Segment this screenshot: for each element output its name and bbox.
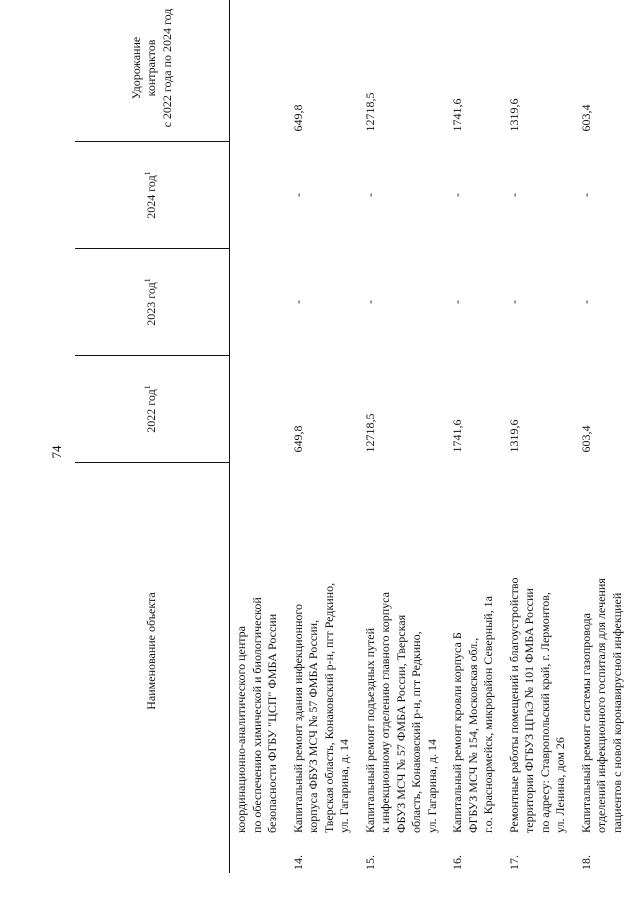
table-row	[503, 0, 575, 873]
object-name-cell	[287, 463, 359, 840]
header-number	[75, 839, 230, 873]
object-name-line: координационно-аналитического центра	[234, 626, 248, 833]
header-increase-line: Удорожание	[128, 36, 143, 100]
value-2022: 603,4	[578, 425, 593, 453]
value-2023: -	[290, 300, 305, 304]
object-name-line: по адресу: Ставропольский край, г. Лермонтов,	[537, 592, 552, 833]
object-name-cell	[359, 463, 447, 840]
footnote-mark-2024: 1	[143, 171, 153, 176]
object-name-line: г.о. Красноармейск, микрорайон Северный, 1а	[481, 596, 495, 833]
value-increase: 649,8	[290, 104, 305, 132]
table-row	[287, 0, 359, 873]
row-number: 18.	[578, 855, 593, 870]
header-2024-label: 2024 год	[144, 175, 159, 219]
value-increase: 1319,6	[506, 98, 521, 132]
value-2024: -	[578, 193, 593, 197]
table-row	[230, 0, 287, 873]
object-name-line: пациентов с новой коронавирусной инфекцией	[609, 592, 624, 833]
value-2024	[230, 142, 287, 249]
value-2023	[230, 249, 287, 356]
value-2022: 12718,5	[362, 413, 377, 453]
header-object-name: Наименование объекта	[75, 463, 230, 840]
value-2022	[230, 356, 287, 463]
object-name-line: ул. Гагарина, д. 14	[424, 739, 439, 833]
footnote-mark-2022: 1	[143, 385, 153, 390]
header-2023	[75, 249, 230, 356]
page-number: 74	[49, 445, 64, 459]
value-2024: -	[506, 193, 521, 197]
header-contract-increase	[75, 0, 230, 142]
header-increase-line: контрактов	[144, 39, 159, 97]
value-2023: -	[578, 300, 593, 304]
value-2022: 1319,6	[506, 419, 521, 453]
object-name-line: Капитальный ремонт кровли корпуса Б	[450, 632, 464, 833]
value-2023: -	[506, 300, 521, 304]
value-2023: -	[450, 300, 464, 304]
object-name-line: Капитальный ремонт здания инфекционного	[290, 603, 305, 833]
object-name-cell	[446, 463, 503, 840]
value-2024: -	[362, 193, 377, 197]
row-number: 16.	[450, 855, 464, 870]
object-name-cell	[503, 463, 575, 840]
rotated-table-container	[75, 8, 624, 873]
row-number: 14.	[290, 855, 305, 870]
header-increase-line: с 2022 года по 2024 год	[159, 8, 174, 128]
object-name-line: безопасности ФГБУ "ЦСП" ФМБА России	[265, 613, 279, 833]
object-name-line: Ремонтные работы помещений и благоустройство	[506, 577, 521, 833]
header-2022	[75, 356, 230, 463]
value-2022: 1741,6	[450, 419, 464, 453]
table-row	[446, 0, 503, 873]
value-increase	[230, 0, 287, 142]
object-name-line: корпуса ФБУЗ МСЧ № 57 ФМБА России,	[306, 619, 320, 833]
table-row	[359, 0, 447, 873]
object-name-line: Капитальный ремонт системы газопровода	[578, 613, 593, 833]
value-increase: 12718,5	[362, 92, 377, 132]
table-header-row	[75, 0, 230, 873]
row-number	[230, 839, 287, 873]
contracts-table	[75, 0, 631, 873]
value-2024: -	[290, 193, 305, 197]
table-body	[230, 0, 632, 873]
object-name-line: ул. Гагарина, д. 14	[337, 739, 351, 833]
footnote-mark-2023: 1	[143, 278, 153, 283]
object-name-line: к инфекционному отделению главного корпуса	[378, 592, 392, 833]
value-2024: -	[450, 193, 464, 197]
header-2024	[75, 142, 230, 249]
value-2023: -	[362, 300, 377, 304]
row-number: 17.	[506, 855, 521, 870]
value-increase: 1741,6	[450, 98, 464, 132]
object-name-cell	[230, 463, 287, 840]
object-name-line: ул. Ленина, дом 26	[553, 737, 567, 833]
object-name-line: ФБУЗ МСЧ № 57 ФМБА России, Тверская	[393, 614, 408, 833]
header-2022-label: 2022 год	[144, 389, 159, 433]
table-row	[575, 0, 632, 873]
value-2022: 649,8	[290, 425, 305, 453]
row-number: 15.	[362, 855, 377, 870]
object-name-cell	[575, 463, 632, 840]
value-increase: 603,4	[578, 104, 593, 132]
object-name-line: ФГБУЗ МСЧ № 154, Московская обл.,	[465, 637, 480, 833]
object-name-line: территории ФГБУЗ ЦГиЭ № 101 ФМБА России	[522, 588, 536, 833]
object-name-line: по обеспечению химической и биологической	[249, 597, 264, 833]
object-name-line: Тверская область, Конаковский р-н, пгт Редкино,	[321, 582, 336, 833]
object-name-line: Капитальный ремонт подъездных путей	[362, 627, 377, 833]
object-name-line: отделений инфекционного госпиталя для лечения	[594, 578, 608, 833]
header-2023-label: 2023 год	[144, 282, 159, 326]
object-name-line: область, Конаковский р-н, пгт Редкино,	[409, 631, 423, 833]
